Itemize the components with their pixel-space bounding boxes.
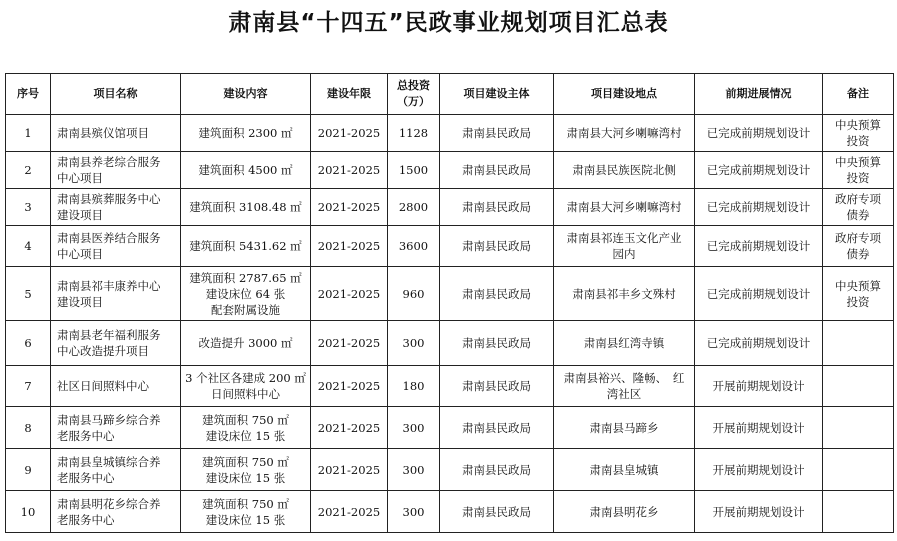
- cell-content: 建筑面积 2787.65 ㎡ 建设床位 64 张 配套附属设施: [181, 267, 311, 321]
- cell-content: 3 个社区各建成 200 ㎡ 日间照料中心: [181, 366, 311, 407]
- header-index: 序号: [6, 74, 51, 115]
- cell-remarks: 中央预算 投资: [823, 115, 894, 152]
- cell-content: 建筑面积 750 ㎡ 建设床位 15 张: [181, 449, 311, 491]
- cell-project-name: 肃南县老年福利服务 中心改造提升项目: [51, 321, 181, 366]
- cell-content: 建筑面积 5431.62 ㎡: [181, 226, 311, 267]
- cell-location: 肃南县皇城镇: [554, 449, 695, 491]
- cell-project-name: 肃南县殡葬服务中心 建设项目: [51, 189, 181, 226]
- table-row: [6, 189, 894, 226]
- cell-index: 2: [6, 152, 51, 189]
- cell-location: 肃南县红湾寺镇: [554, 321, 695, 366]
- header-remarks: 备注: [823, 74, 894, 115]
- cell-index: 5: [6, 267, 51, 321]
- cell-period: 2021-2025: [311, 491, 388, 533]
- cell-investment: 960: [388, 267, 440, 321]
- cell-progress: 开展前期规划设计: [695, 449, 823, 491]
- cell-index: 9: [6, 449, 51, 491]
- cell-investment: 1500: [388, 152, 440, 189]
- table-header-row: [6, 74, 894, 115]
- cell-index: 10: [6, 491, 51, 533]
- cell-period: 2021-2025: [311, 449, 388, 491]
- cell-owner: 肃南县民政局: [440, 189, 554, 226]
- cell-remarks: 中央预算 投资: [823, 152, 894, 189]
- cell-content: 建筑面积 2300 ㎡: [181, 115, 311, 152]
- cell-remarks: [823, 366, 894, 407]
- cell-period: 2021-2025: [311, 267, 388, 321]
- cell-progress: 开展前期规划设计: [695, 366, 823, 407]
- cell-location: 肃南县祁连玉文化产业 园内: [554, 226, 695, 267]
- cell-investment: 1128: [388, 115, 440, 152]
- cell-location: 肃南县大河乡喇嘛湾村: [554, 115, 695, 152]
- cell-owner: 肃南县民政局: [440, 226, 554, 267]
- cell-remarks: [823, 491, 894, 533]
- cell-location: 肃南县裕兴、隆畅、 红 湾社区: [554, 366, 695, 407]
- header-period: 建设年限: [311, 74, 388, 115]
- cell-progress: 开展前期规划设计: [695, 491, 823, 533]
- page-title: 肃南县“十四五”民政事业规划项目汇总表: [228, 10, 669, 36]
- cell-period: 2021-2025: [311, 407, 388, 449]
- cell-content: 建筑面积 4500 ㎡: [181, 152, 311, 189]
- cell-owner: 肃南县民政局: [440, 366, 554, 407]
- cell-owner: 肃南县民政局: [440, 321, 554, 366]
- project-table: [5, 73, 894, 533]
- table-row: [6, 407, 894, 449]
- table-row: [6, 267, 894, 321]
- cell-progress: 开展前期规划设计: [695, 407, 823, 449]
- header-location: 项目建设地点: [554, 74, 695, 115]
- table-row: [6, 366, 894, 407]
- table-row: [6, 115, 894, 152]
- cell-remarks: [823, 321, 894, 366]
- cell-project-name: 肃南县医养结合服务 中心项目: [51, 226, 181, 267]
- table-row: [6, 226, 894, 267]
- header-content: 建设内容: [181, 74, 311, 115]
- cell-project-name: 肃南县皇城镇综合养 老服务中心: [51, 449, 181, 491]
- cell-period: 2021-2025: [311, 226, 388, 267]
- header-investment: 总投资 （万）: [388, 74, 440, 115]
- cell-project-name: 肃南县马蹄乡综合养 老服务中心: [51, 407, 181, 449]
- cell-progress: 已完成前期规划设计: [695, 321, 823, 366]
- cell-period: 2021-2025: [311, 152, 388, 189]
- header-owner: 项目建设主体: [440, 74, 554, 115]
- table-row: [6, 491, 894, 533]
- cell-investment: 2800: [388, 189, 440, 226]
- cell-project-name: 肃南县明花乡综合养 老服务中心: [51, 491, 181, 533]
- cell-period: 2021-2025: [311, 321, 388, 366]
- cell-period: 2021-2025: [311, 115, 388, 152]
- cell-remarks: [823, 407, 894, 449]
- cell-index: 6: [6, 321, 51, 366]
- cell-period: 2021-2025: [311, 189, 388, 226]
- cell-progress: 已完成前期规划设计: [695, 152, 823, 189]
- cell-remarks: 中央预算 投资: [823, 267, 894, 321]
- cell-owner: 肃南县民政局: [440, 267, 554, 321]
- cell-location: 肃南县祁丰乡文殊村: [554, 267, 695, 321]
- cell-location: 肃南县马蹄乡: [554, 407, 695, 449]
- cell-content: 建筑面积 750 ㎡ 建设床位 15 张: [181, 407, 311, 449]
- cell-period: 2021-2025: [311, 366, 388, 407]
- cell-investment: 180: [388, 366, 440, 407]
- cell-investment: 300: [388, 407, 440, 449]
- cell-remarks: [823, 449, 894, 491]
- table-row: [6, 321, 894, 366]
- cell-index: 1: [6, 115, 51, 152]
- cell-investment: 300: [388, 321, 440, 366]
- cell-owner: 肃南县民政局: [440, 449, 554, 491]
- cell-investment: 300: [388, 449, 440, 491]
- table-row: [6, 152, 894, 189]
- cell-index: 8: [6, 407, 51, 449]
- cell-progress: 已完成前期规划设计: [695, 189, 823, 226]
- cell-content: 改造提升 3000 ㎡: [181, 321, 311, 366]
- cell-location: 肃南县民族医院北侧: [554, 152, 695, 189]
- cell-index: 7: [6, 366, 51, 407]
- cell-progress: 已完成前期规划设计: [695, 267, 823, 321]
- cell-owner: 肃南县民政局: [440, 491, 554, 533]
- cell-project-name: 肃南县殡仪馆项目: [51, 115, 181, 152]
- cell-project-name: 肃南县祁丰康养中心 建设项目: [51, 267, 181, 321]
- cell-project-name: 肃南县养老综合服务 中心项目: [51, 152, 181, 189]
- cell-location: 肃南县明花乡: [554, 491, 695, 533]
- header-progress: 前期进展情况: [695, 74, 823, 115]
- cell-investment: 3600: [388, 226, 440, 267]
- cell-index: 3: [6, 189, 51, 226]
- cell-index: 4: [6, 226, 51, 267]
- cell-investment: 300: [388, 491, 440, 533]
- cell-owner: 肃南县民政局: [440, 407, 554, 449]
- cell-progress: 已完成前期规划设计: [695, 226, 823, 267]
- cell-project-name: 社区日间照料中心: [51, 366, 181, 407]
- header-project-name: 项目名称: [51, 74, 181, 115]
- cell-remarks: 政府专项 债券: [823, 226, 894, 267]
- cell-owner: 肃南县民政局: [440, 115, 554, 152]
- table-row: [6, 449, 894, 491]
- cell-remarks: 政府专项 债券: [823, 189, 894, 226]
- cell-progress: 已完成前期规划设计: [695, 115, 823, 152]
- cell-content: 建筑面积 3108.48 ㎡: [181, 189, 311, 226]
- cell-content: 建筑面积 750 ㎡ 建设床位 15 张: [181, 491, 311, 533]
- cell-location: 肃南县大河乡喇嘛湾村: [554, 189, 695, 226]
- cell-owner: 肃南县民政局: [440, 152, 554, 189]
